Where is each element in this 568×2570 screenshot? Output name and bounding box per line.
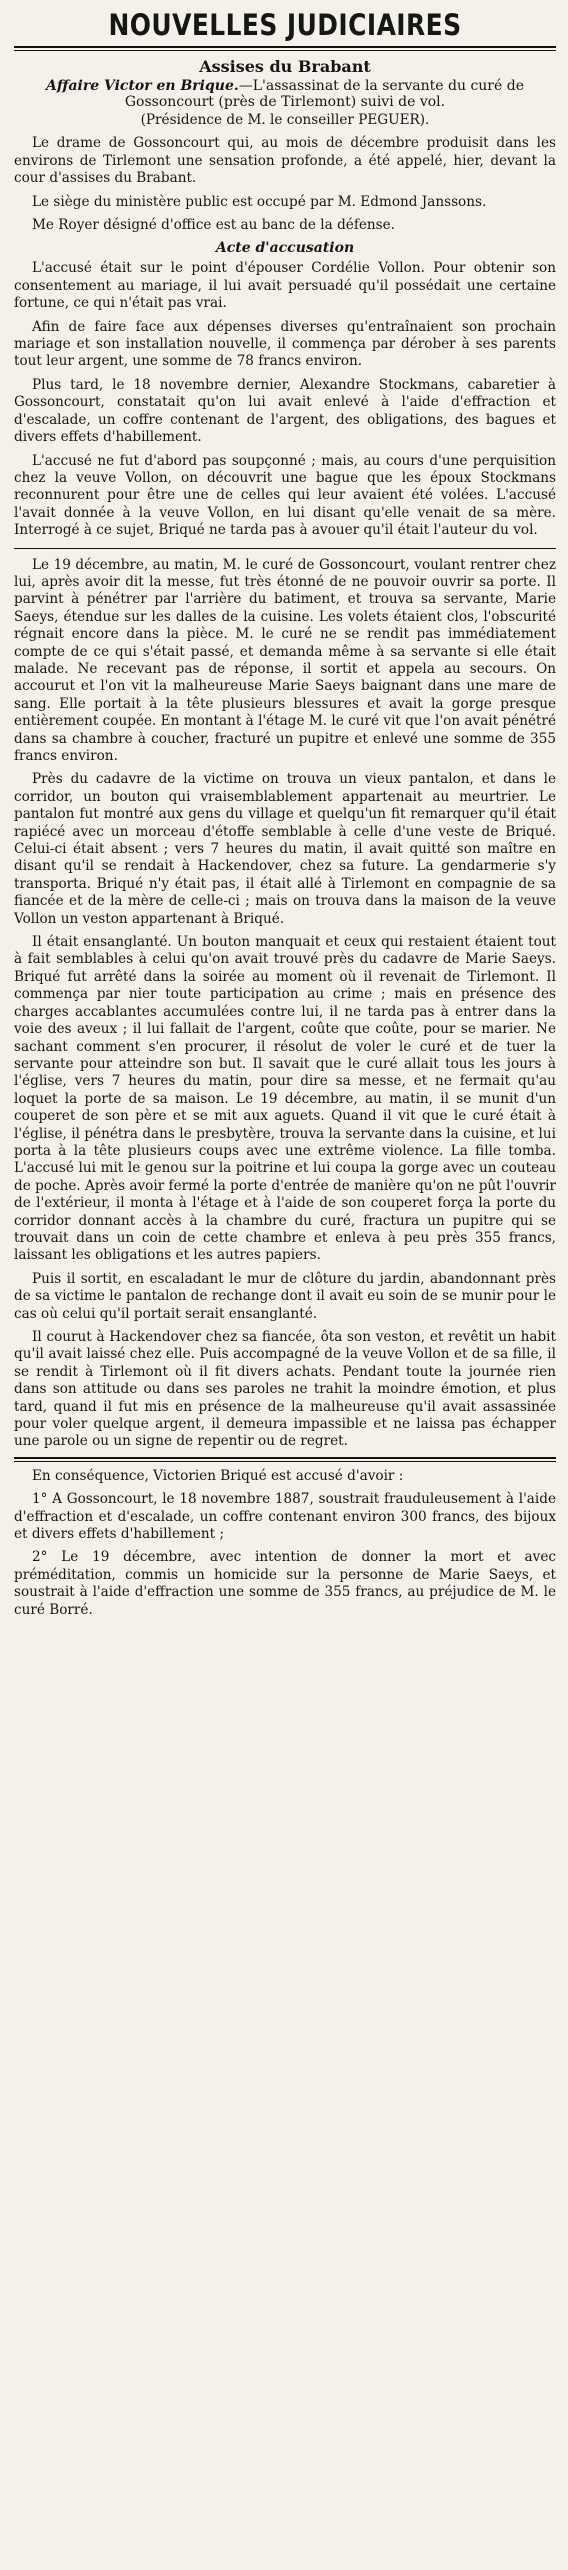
section-title: NOUVELLES JUDICIAIRES: [108, 8, 462, 42]
title-rule: [14, 46, 556, 51]
case-lead: Affaire Victor en Brique.—L'assassinat de la servante du curé de Gossoncourt (près de Tirlemont) suivi de vol.: [46, 78, 524, 110]
paragraph: L'accusé était sur le point d'épouser Cordélie Vollon. Pour obtenir son consentement au mariage, il lui avait persuadé qu'il possédait une certaine fortune, ce qui n'était pas vrai.: [14, 260, 556, 312]
paragraph: Puis il sortit, en escaladant le mur de clôture du jardin, abandonnant près de sa victime le pantalon de rechange dont il avait eu soin de se munir pour le cas où celui qu'il portait serait ensanglanté.: [14, 1270, 556, 1322]
paragraph: L'accusé ne fut d'abord pas soupçonné ; mais, au cours d'une perquisition chez la veuve Vollon, on découvrit une bague que les époux Stockmans reconnurent pour être une de celles qui leur avaient été volées. L'accusé l'avait donnée à la veuve Vollon, en lui disant qu'elle venait de sa mère. Interrogé à ce sujet, Briqué ne tarda pas à avouer qu'il était l'auteur du vol.: [14, 452, 556, 539]
paragraph: Près du cadavre de la victime on trouva un vieux pantalon, et dans le corridor, un bouton qui vraisemblablement appartenait au meurtrier. Le pantalon fut montré aux gens du village et quelqu'un fit remarquer qu'il était rapiécé avec un morceau d'étoffe semblable à celle d'une veste de Briqué. Celui-ci était absent ; vers 7 heures du matin, il avait quitté son maître en disant qu'il se rendait à Hackendover, chez sa future. La gendarmerie s'y transporta. Briqué n'y était pas, il était allé à Tirlemont en compagnie de sa fiancée et de la mère de celle-ci ; mais on trouva dans la maison de la veuve Vollon un veston appartenant à Briqué.: [14, 771, 556, 927]
paragraph: Afin de faire face aux dépenses diverses qu'entraînaient son prochain mariage et son installation nouvelle, il commença par dérober à ses parents tout leur argent, une somme de 78 francs environ.: [14, 318, 556, 370]
conclusion-rule: [14, 1457, 556, 1462]
paragraph: 2° Le 19 décembre, avec intention de donner la mort et avec préméditation, commis un homicide sur la personne de Marie Saeys, et soustrait à l'aide d'effraction une somme de 355 francs, au préjudice de M. le curé Borré.: [14, 1549, 556, 1618]
paragraph: Il était ensanglanté. Un bouton manquait et ceux qui restaient étaient tout à fait semblables à celui qu'on avait trouvé près du cadavre de Marie Saeys. Briqué fut arrêté dans la soirée au moment où il revenait de Tirlemont. Il commença par nier toute participation au crime ; mais en présence des charges accablantes accumulées contre lui, il ne tarda pas à entrer dans la voie des aveux ; il lui fallait de l'argent, coûte que coûte, pour se marier. Ne sachant comment s'en procurer, il résolut de voler le curé et de tuer la servante pour atteindre son but. Il savait que le curé allait tous les jours à l'église, vers 7 heures du matin, pour dire sa messe, et ne fermait qu'au loquet la porte de sa maison. Le 19 décembre, au matin, il se munit d'un couperet de son père et se mit aux aguets. Quand il vit que le curé était à l'église, il pénétra dans le presbytère, trouva la servante dans la cuisine, et lui porta à la tête plusieurs coups avec une extrême violence. La fille tomba. L'accusé lui mit le genou sur la poitrine et lui coupa la gorge avec un couteau de poche. Après avoir fermé la porte d'entrée de manière qu'on ne pût l'ouvrir de l'extérieur, il monta à l'étage et à l'aide de son couperet força la porte du corridor donnant accès à la chambre du curé, fractura un pupitre qui se trouvait dans un coin de cette chambre et enleva à peu près 355 francs, laissant les obligations et les autres papiers.: [14, 934, 556, 1264]
divider: [14, 548, 556, 549]
conclusion: [14, 1468, 556, 1619]
case-name: Affaire Victor en Brique.: [46, 78, 239, 94]
paragraph: Le 19 décembre, au matin, M. le curé de Gossoncourt, voulant rentrer chez lui, après avoir dit la messe, fut très étonné de ne pouvoir ouvrir sa porte. Il parvint à pénétrer par l'arrière du batiment, et trouva sa servante, Marie Saeys, étendue sur les dalles de la cuisine. Les volets étaient clos, l'obscurité régnait encore dans la pièce. M. le curé ne se rendit pas immédiatement compte de ce qui s'était passé, et demanda même à sa servante si elle était malade. Ne recevant pas de réponse, il sortit et appela au secours. On accourut et l'on vit la malheureuse Marie Saeys baignant dans une mare de sang. Elle portait à la tête plusieurs blessures et avait la gorge presque entièrement coupée. En montant à l'étage M. le curé vit que l'on avait pénétré dans sa chambre à coucher, fracturé un pupitre et enlevé une somme de 355 francs environ.: [14, 556, 556, 764]
paragraph: En conséquence, Victorien Briqué est accusé d'avoir :: [32, 1467, 404, 1484]
court-heading: Assises du Brabant: [199, 57, 371, 76]
indictment-heading: Acte d'accusation: [215, 240, 355, 257]
case-summary: L'assassinat de la servante du curé de Gossoncourt (près de Tirlemont) suivi de vol.: [124, 78, 524, 110]
paragraph: Il courut à Hackendover chez sa fiancée, ôta son veston, et revêtit un habit qu'il avait laissé chez elle. Puis accompagné de la veuve Vollon et de sa fille, il se rendit à Tirlemont où il fit divers achats. Pendant toute la journée rien dans son attitude ou dans ses paroles ne trahit la moindre émotion, et plus tard, quand il fut mis en présence de la malheureuse qu'il avait assassinée pour voler quelque argent, il demeura impassible et ne laissa pas échapper une parole ou un signe de repentir ou de regret.: [14, 1329, 556, 1450]
paragraph: Plus tard, le 18 novembre dernier, Alexandre Stockmans, cabaretier à Gossoncourt, constatait qu'on lui avait enlevé à l'aide d'effraction et d'escalade, un coffre contenant de l'argent, des obligations, des bagues et divers effets d'habillement.: [14, 376, 556, 446]
presidency-line: (Présidence de M. le conseiller PEGUER).: [140, 112, 430, 128]
paragraph: Le drame de Gossoncourt qui, au mois de décembre produisit dans les environs de Tirlemont une sensation profonde, a été appelé, hier, devant la cour d'assises du Brabant.: [14, 135, 556, 187]
paragraph: Le siège du ministère public est occupé par M. Edmond Janssons.: [32, 193, 487, 210]
paragraph: 1° A Gossoncourt, le 18 novembre 1887, soustrait frauduleusement à l'aide d'effraction et d'escalade, un coffre contenant environ 300 francs, des bijoux et divers effets d'habillement ;: [14, 1491, 556, 1543]
paragraph: Me Royer désigné d'office est au banc de la défense.: [32, 217, 395, 234]
